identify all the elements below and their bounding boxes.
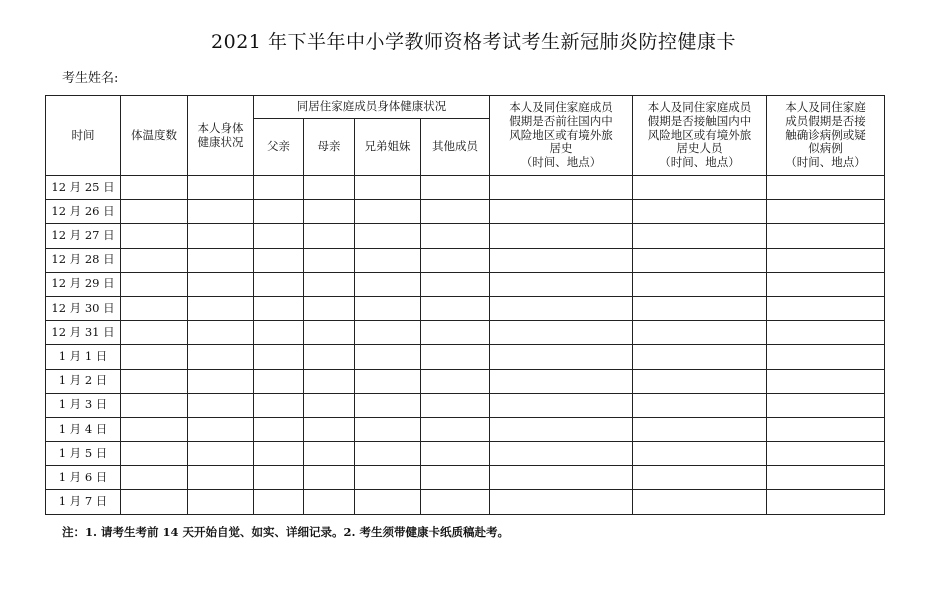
entry-cell[interactable] bbox=[767, 296, 885, 320]
header-confirmed-contact: 本人及同住家庭 成员假期是否接 触确诊病例或疑 似病例 （时间、地点） bbox=[767, 96, 885, 176]
entry-cell[interactable] bbox=[188, 345, 254, 369]
entry-cell[interactable] bbox=[254, 248, 304, 272]
entry-cell[interactable] bbox=[254, 490, 304, 514]
entry-cell[interactable] bbox=[254, 272, 304, 296]
entry-cell[interactable] bbox=[633, 296, 767, 320]
entry-cell[interactable] bbox=[421, 369, 490, 393]
entry-cell[interactable] bbox=[633, 369, 767, 393]
table-row bbox=[46, 296, 885, 320]
examinee-name-row bbox=[62, 67, 183, 86]
date-cell: 12 月 26 日 bbox=[46, 200, 121, 224]
date-cell: 1 月 7 日 bbox=[46, 490, 121, 514]
entry-cell[interactable] bbox=[633, 393, 767, 417]
entry-cell[interactable] bbox=[304, 296, 355, 320]
health-record-table bbox=[45, 95, 885, 515]
entry-cell[interactable] bbox=[633, 200, 767, 224]
entry-cell[interactable] bbox=[767, 345, 885, 369]
entry-cell[interactable] bbox=[355, 224, 421, 248]
footnote: 注：1. 请考生考前 14 天开始自觉、如实、详细记录。2. 考生须带健康卡纸质稿赴考。 bbox=[62, 525, 510, 539]
examinee-name-label: 考生姓名: bbox=[62, 71, 119, 86]
entry-cell[interactable] bbox=[121, 176, 188, 200]
entry-cell[interactable] bbox=[490, 272, 633, 296]
entry-cell[interactable] bbox=[490, 417, 633, 441]
entry-cell[interactable] bbox=[254, 466, 304, 490]
entry-cell[interactable] bbox=[355, 200, 421, 224]
header-self-health: 本人身体 健康状况 bbox=[188, 96, 254, 176]
header-household-health: 同居住家庭成员身体健康状况 bbox=[254, 96, 490, 119]
table-row bbox=[46, 466, 885, 490]
entry-cell[interactable] bbox=[355, 296, 421, 320]
entry-cell[interactable] bbox=[121, 200, 188, 224]
entry-cell[interactable] bbox=[304, 345, 355, 369]
entry-cell[interactable] bbox=[121, 466, 188, 490]
entry-cell[interactable] bbox=[188, 200, 254, 224]
entry-cell[interactable] bbox=[188, 296, 254, 320]
entry-cell[interactable] bbox=[490, 176, 633, 200]
entry-cell[interactable] bbox=[188, 393, 254, 417]
entry-cell[interactable] bbox=[421, 345, 490, 369]
date-cell: 12 月 31 日 bbox=[46, 321, 121, 345]
entry-cell[interactable] bbox=[188, 224, 254, 248]
entry-cell[interactable] bbox=[421, 248, 490, 272]
table-body bbox=[46, 176, 885, 515]
table-row bbox=[46, 224, 885, 248]
entry-cell[interactable] bbox=[121, 417, 188, 441]
entry-cell[interactable] bbox=[121, 393, 188, 417]
table-row bbox=[46, 176, 885, 200]
entry-cell[interactable] bbox=[254, 321, 304, 345]
entry-cell[interactable] bbox=[121, 321, 188, 345]
entry-cell[interactable] bbox=[767, 369, 885, 393]
entry-cell[interactable] bbox=[767, 417, 885, 441]
date-cell: 1 月 6 日 bbox=[46, 466, 121, 490]
entry-cell[interactable] bbox=[121, 224, 188, 248]
entry-cell[interactable] bbox=[254, 224, 304, 248]
entry-cell[interactable] bbox=[304, 466, 355, 490]
entry-cell[interactable] bbox=[188, 442, 254, 466]
entry-cell[interactable] bbox=[355, 345, 421, 369]
date-cell: 1 月 2 日 bbox=[46, 369, 121, 393]
entry-cell[interactable] bbox=[304, 200, 355, 224]
entry-cell[interactable] bbox=[254, 442, 304, 466]
entry-cell[interactable] bbox=[254, 393, 304, 417]
entry-cell[interactable] bbox=[355, 272, 421, 296]
date-cell: 12 月 30 日 bbox=[46, 296, 121, 320]
entry-cell[interactable] bbox=[304, 369, 355, 393]
entry-cell[interactable] bbox=[254, 417, 304, 441]
date-cell: 1 月 5 日 bbox=[46, 442, 121, 466]
header-mother: 母亲 bbox=[304, 119, 355, 176]
entry-cell[interactable] bbox=[633, 321, 767, 345]
entry-cell[interactable] bbox=[355, 442, 421, 466]
date-cell: 12 月 25 日 bbox=[46, 176, 121, 200]
entry-cell[interactable] bbox=[490, 345, 633, 369]
entry-cell[interactable] bbox=[304, 321, 355, 345]
entry-cell[interactable] bbox=[490, 248, 633, 272]
entry-cell[interactable] bbox=[121, 490, 188, 514]
entry-cell[interactable] bbox=[490, 321, 633, 345]
entry-cell[interactable] bbox=[767, 442, 885, 466]
table-row bbox=[46, 345, 885, 369]
entry-cell[interactable] bbox=[421, 393, 490, 417]
entry-cell[interactable] bbox=[121, 442, 188, 466]
header-risk-contact: 本人及同住家庭成员 假期是否接触国内中 风险地区或有境外旅 居史人员 （时间、地点） bbox=[633, 96, 767, 176]
header-siblings: 兄弟姐妹 bbox=[355, 119, 421, 176]
entry-cell[interactable] bbox=[767, 466, 885, 490]
entry-cell[interactable] bbox=[304, 224, 355, 248]
entry-cell[interactable] bbox=[421, 466, 490, 490]
date-cell: 1 月 3 日 bbox=[46, 393, 121, 417]
entry-cell[interactable] bbox=[304, 393, 355, 417]
entry-cell[interactable] bbox=[421, 417, 490, 441]
entry-cell[interactable] bbox=[121, 248, 188, 272]
entry-cell[interactable] bbox=[121, 272, 188, 296]
entry-cell[interactable] bbox=[421, 321, 490, 345]
entry-cell[interactable] bbox=[254, 200, 304, 224]
entry-cell[interactable] bbox=[304, 272, 355, 296]
entry-cell[interactable] bbox=[633, 224, 767, 248]
entry-cell[interactable] bbox=[767, 490, 885, 514]
entry-cell[interactable] bbox=[121, 345, 188, 369]
entry-cell[interactable] bbox=[304, 490, 355, 514]
entry-cell[interactable] bbox=[490, 369, 633, 393]
entry-cell[interactable] bbox=[633, 417, 767, 441]
date-cell: 1 月 1 日 bbox=[46, 345, 121, 369]
entry-cell[interactable] bbox=[421, 442, 490, 466]
entry-cell[interactable] bbox=[355, 393, 421, 417]
table-row bbox=[46, 393, 885, 417]
entry-cell[interactable] bbox=[304, 176, 355, 200]
table-row bbox=[46, 490, 885, 514]
entry-cell[interactable] bbox=[421, 176, 490, 200]
entry-cell[interactable] bbox=[188, 369, 254, 393]
table-row bbox=[46, 248, 885, 272]
entry-cell[interactable] bbox=[421, 200, 490, 224]
entry-cell[interactable] bbox=[121, 296, 188, 320]
table-row bbox=[46, 200, 885, 224]
header-other-members: 其他成员 bbox=[421, 119, 490, 176]
entry-cell[interactable] bbox=[121, 369, 188, 393]
header-time: 时间 bbox=[46, 96, 121, 176]
entry-cell[interactable] bbox=[633, 442, 767, 466]
entry-cell[interactable] bbox=[421, 490, 490, 514]
entry-cell[interactable] bbox=[767, 176, 885, 200]
entry-cell[interactable] bbox=[304, 248, 355, 272]
entry-cell[interactable] bbox=[767, 224, 885, 248]
entry-cell[interactable] bbox=[355, 466, 421, 490]
entry-cell[interactable] bbox=[633, 490, 767, 514]
entry-cell[interactable] bbox=[767, 200, 885, 224]
table-row bbox=[46, 417, 885, 441]
entry-cell[interactable] bbox=[767, 393, 885, 417]
entry-cell[interactable] bbox=[633, 248, 767, 272]
entry-cell[interactable] bbox=[188, 176, 254, 200]
entry-cell[interactable] bbox=[633, 345, 767, 369]
table-row bbox=[46, 272, 885, 296]
entry-cell[interactable] bbox=[188, 490, 254, 514]
entry-cell[interactable] bbox=[767, 321, 885, 345]
date-cell: 12 月 27 日 bbox=[46, 224, 121, 248]
table-row bbox=[46, 442, 885, 466]
entry-cell[interactable] bbox=[767, 248, 885, 272]
entry-cell[interactable] bbox=[355, 490, 421, 514]
entry-cell[interactable] bbox=[188, 248, 254, 272]
entry-cell[interactable] bbox=[490, 393, 633, 417]
date-cell: 12 月 29 日 bbox=[46, 272, 121, 296]
entry-cell[interactable] bbox=[355, 176, 421, 200]
entry-cell[interactable] bbox=[188, 466, 254, 490]
entry-cell[interactable] bbox=[304, 417, 355, 441]
page-title: 2021 年下半年中小学教师资格考试考生新冠肺炎防控健康卡 bbox=[211, 31, 736, 53]
entry-cell[interactable] bbox=[188, 417, 254, 441]
entry-cell[interactable] bbox=[490, 466, 633, 490]
table-header-row bbox=[46, 96, 885, 119]
entry-cell[interactable] bbox=[633, 272, 767, 296]
entry-cell[interactable] bbox=[490, 224, 633, 248]
date-cell: 1 月 4 日 bbox=[46, 417, 121, 441]
table-row bbox=[46, 369, 885, 393]
entry-cell[interactable] bbox=[304, 442, 355, 466]
header-father: 父亲 bbox=[254, 119, 304, 176]
entry-cell[interactable] bbox=[355, 417, 421, 441]
entry-cell[interactable] bbox=[188, 321, 254, 345]
header-risk-area-travel: 本人及同住家庭成员 假期是否前往国内中 风险地区或有境外旅 居史 （时间、地点） bbox=[490, 96, 633, 176]
entry-cell[interactable] bbox=[490, 200, 633, 224]
entry-cell[interactable] bbox=[188, 272, 254, 296]
entry-cell[interactable] bbox=[490, 490, 633, 514]
entry-cell[interactable] bbox=[355, 248, 421, 272]
entry-cell[interactable] bbox=[490, 296, 633, 320]
table-row bbox=[46, 321, 885, 345]
entry-cell[interactable] bbox=[633, 466, 767, 490]
entry-cell[interactable] bbox=[633, 176, 767, 200]
entry-cell[interactable] bbox=[355, 369, 421, 393]
entry-cell[interactable] bbox=[254, 369, 304, 393]
entry-cell[interactable] bbox=[355, 321, 421, 345]
entry-cell[interactable] bbox=[254, 345, 304, 369]
entry-cell[interactable] bbox=[254, 296, 304, 320]
header-temperature: 体温度数 bbox=[121, 96, 188, 176]
entry-cell[interactable] bbox=[421, 296, 490, 320]
entry-cell[interactable] bbox=[421, 272, 490, 296]
entry-cell[interactable] bbox=[767, 272, 885, 296]
entry-cell[interactable] bbox=[254, 176, 304, 200]
entry-cell[interactable] bbox=[421, 224, 490, 248]
entry-cell[interactable] bbox=[490, 442, 633, 466]
date-cell: 12 月 28 日 bbox=[46, 248, 121, 272]
